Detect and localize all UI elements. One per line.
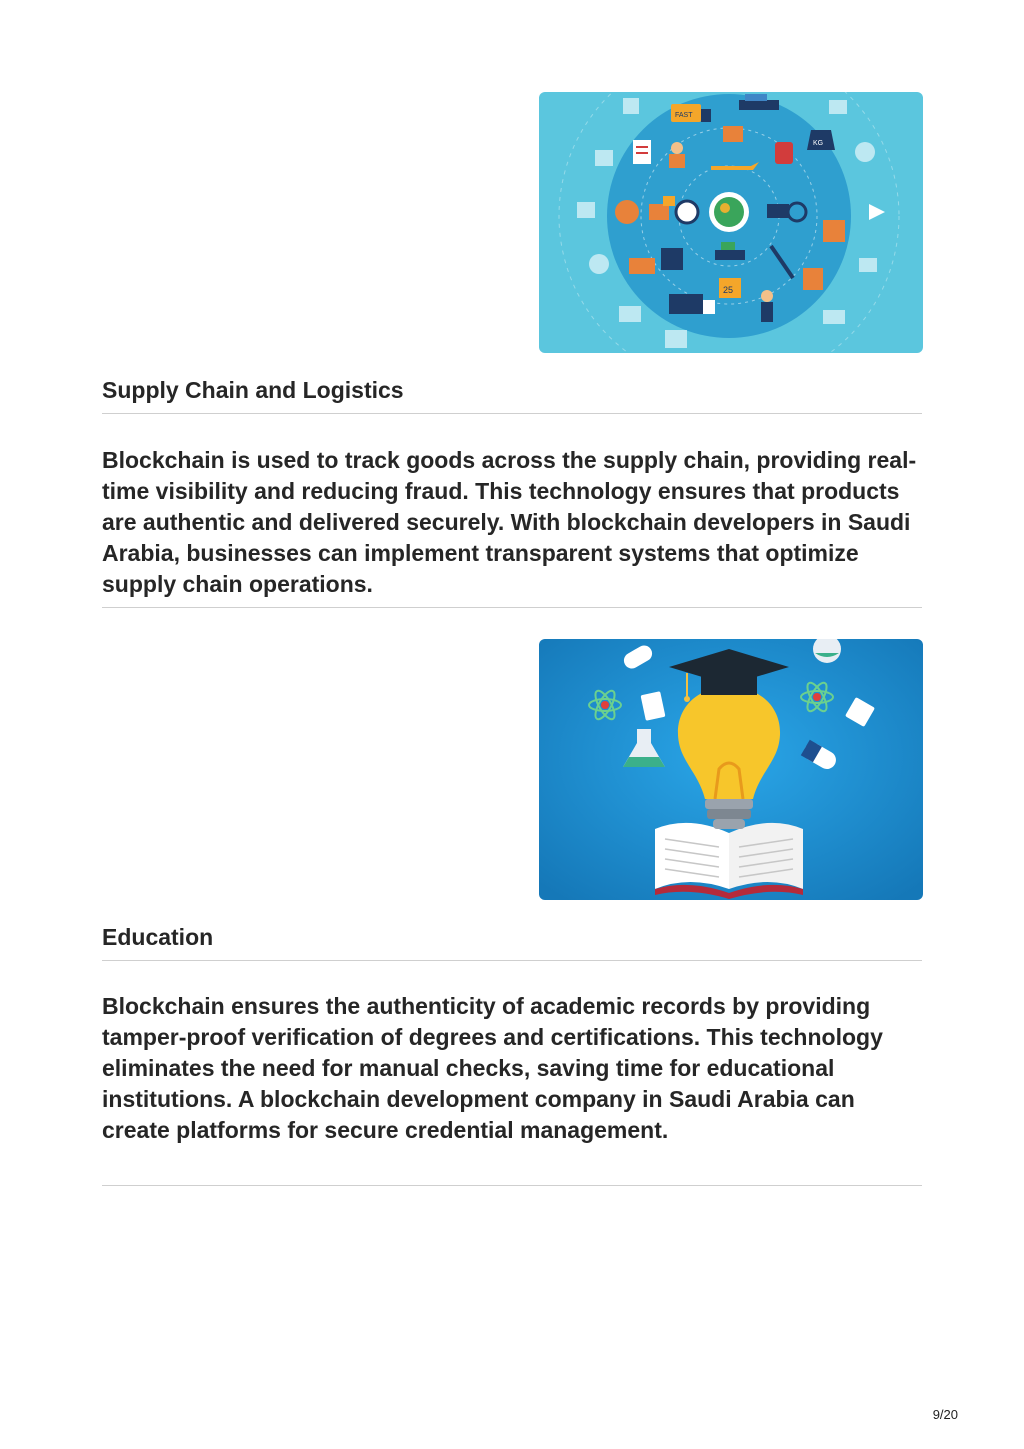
svg-text:KG: KG — [813, 140, 824, 147]
svg-text:FAST: FAST — [675, 112, 693, 119]
divider — [102, 413, 922, 414]
supply-chain-illustration — [539, 92, 923, 353]
svg-text:25: 25 — [723, 285, 734, 295]
education-illustration — [539, 639, 923, 900]
divider — [102, 1185, 922, 1186]
divider — [102, 607, 922, 608]
section-heading: Supply Chain and Logistics — [102, 377, 404, 403]
page-number: 9/20 — [932, 1407, 958, 1422]
divider — [102, 960, 922, 961]
section-heading: Education — [102, 924, 214, 950]
section-paragraph: Blockchain ensures the authenticity of academic records by providing tamper-proof verification of degrees and certifications. This technology eliminates the need for manual checks, saving time for educational institutions. A blockchain development company in Saudi Arabia can create platforms for secure credential management. — [102, 993, 883, 1143]
section-paragraph: Blockchain is used to track goods across the supply chain, providing real-time visibility and reducing fraud. This technology ensures that products are authentic and delivered securely. With blockchain developers in Saudi Arabia, businesses can implement transparent systems that optimize supply chain operations. — [102, 447, 917, 597]
